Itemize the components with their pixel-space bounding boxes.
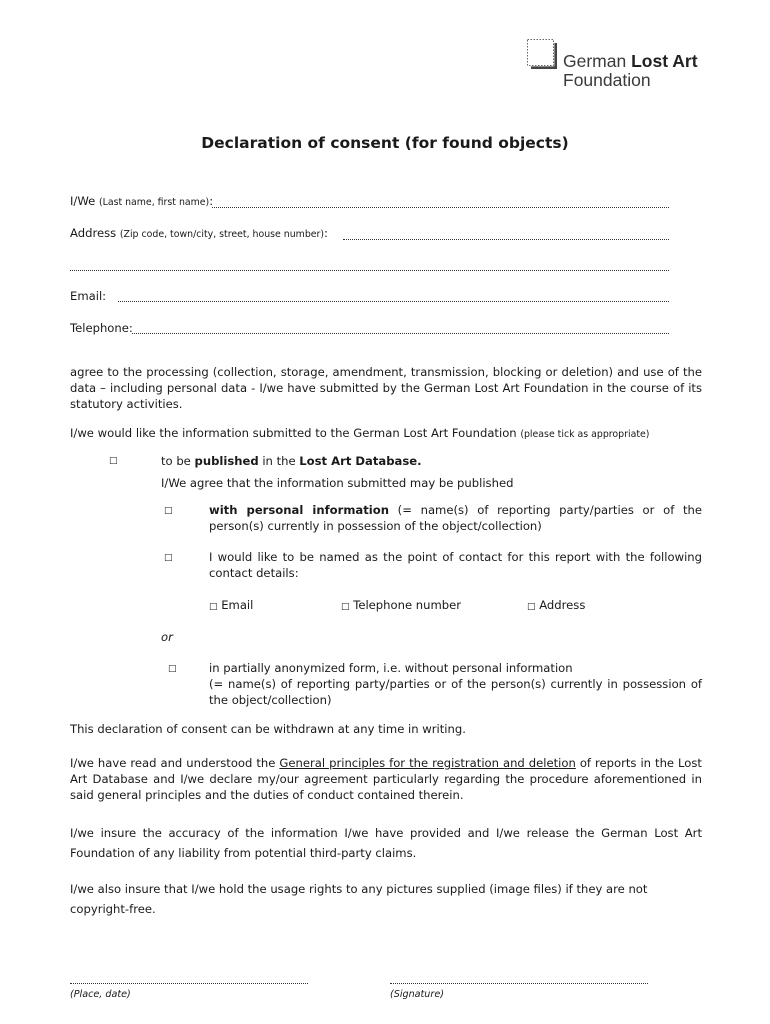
personal-info-bold: with personal information (209, 503, 389, 517)
publish-intro (70, 425, 649, 443)
place-date-field[interactable] (70, 983, 308, 984)
address-colon: : (324, 226, 328, 240)
agree-paragraph: agree to the processing (collection, storage, amendment, transmission, blocking or deletion) and use of the data – including personal data - I/we have submitted by the German Lost Art Foundation in the course of its statutory activities. (70, 365, 702, 411)
accuracy-paragraph: I/we insure the accuracy of the information I/we have provided and I/we release the German Lost Art Foundation of any liability from potential third-party claims. (70, 826, 702, 860)
logo-wordmark (563, 52, 698, 90)
name-label: I/We (70, 194, 96, 208)
personal-info-checkbox[interactable]: □ (164, 506, 173, 516)
telephone-option-label: Telephone number (353, 598, 462, 612)
anonymized-checkbox[interactable]: □ (168, 664, 177, 674)
contact-checkbox[interactable]: □ (164, 553, 173, 563)
publish-intro-text: I/we would like the information submitted to the German Lost Art Foundation (70, 426, 517, 440)
name-colon: : (209, 194, 214, 208)
name-label-group (70, 193, 213, 211)
publish-prefix: to be (161, 454, 191, 468)
publish-checkbox[interactable]: □ (109, 456, 118, 466)
publish-option-label (161, 453, 422, 469)
name-hint: (Last name, first name) (98, 197, 210, 208)
anonymized-rest: (= name(s) of reporting party/parties or of the person(s) currently in possession of the object/collection) (209, 677, 702, 707)
place-date-label: (Place, date) (70, 989, 131, 1000)
contact-option-address (527, 597, 585, 615)
telephone-field[interactable] (132, 333, 669, 334)
address-option-label: Address (539, 598, 586, 612)
publish-middle: in the (262, 454, 296, 468)
telephone-label: Telephone: (70, 321, 133, 335)
address-hint: (Zip code, town/city, street, house number) (119, 229, 325, 240)
logo-lost-art: Lost Art (631, 51, 698, 71)
principles-paragraph (70, 755, 702, 803)
name-field[interactable] (212, 207, 669, 208)
or-separator: or (161, 630, 173, 644)
personal-info-rest: (= name(s) of reporting party/parties or of the person(s) currently in possession of the object/collection) (209, 503, 703, 533)
signature-field[interactable] (390, 983, 648, 984)
contact-text: I would like to be named as the point of contact for this report with the following contact details: (209, 550, 702, 580)
address-checkbox[interactable]: □ (527, 602, 536, 612)
page-title: Declaration of consent (for found objects) (201, 134, 569, 152)
logo-foundation: Foundation (563, 70, 651, 90)
email-label: Email: (70, 289, 107, 303)
usage-rights-paragraph: I/we also insure that I/we hold the usage rights to any pictures supplied (image files) if they are not copyright-free. (70, 882, 648, 916)
agree-publish: I/We agree that the information submitted may be published (161, 476, 514, 490)
publish-hint: (please tick as appropriate) (520, 429, 650, 440)
address-field-line1[interactable] (343, 239, 669, 240)
contact-option-email (209, 597, 253, 615)
publish-database: Lost Art Database. (299, 454, 422, 468)
principles-link[interactable]: General principles for the registration and deletion (279, 756, 576, 770)
withdraw-statement: This declaration of consent can be withdrawn at any time in writing. (70, 722, 466, 736)
principles-after: of reports in the Lost Art Database and I/we declare my/our agreement particularly regarding the procedure aforementioned in said general principles and the duties of conduct contained therein. (70, 756, 702, 802)
logo-german: German (563, 51, 627, 71)
address-field-line2[interactable] (70, 270, 669, 271)
email-field[interactable] (118, 301, 669, 302)
contact-option-telephone (341, 597, 461, 615)
principles-before: I/we have read and understood the (70, 756, 276, 770)
address-label-group (70, 225, 328, 243)
email-option-label: Email (221, 598, 254, 612)
publish-bold: published (194, 454, 259, 468)
signature-label: (Signature) (390, 989, 444, 1000)
email-checkbox[interactable]: □ (209, 602, 218, 612)
telephone-checkbox[interactable]: □ (341, 602, 350, 612)
address-label: Address (70, 226, 117, 240)
logo-mark-icon (527, 39, 557, 69)
anonymized-line1: in partially anonymized form, i.e. without personal information (209, 661, 573, 675)
personal-info-text (209, 502, 702, 534)
